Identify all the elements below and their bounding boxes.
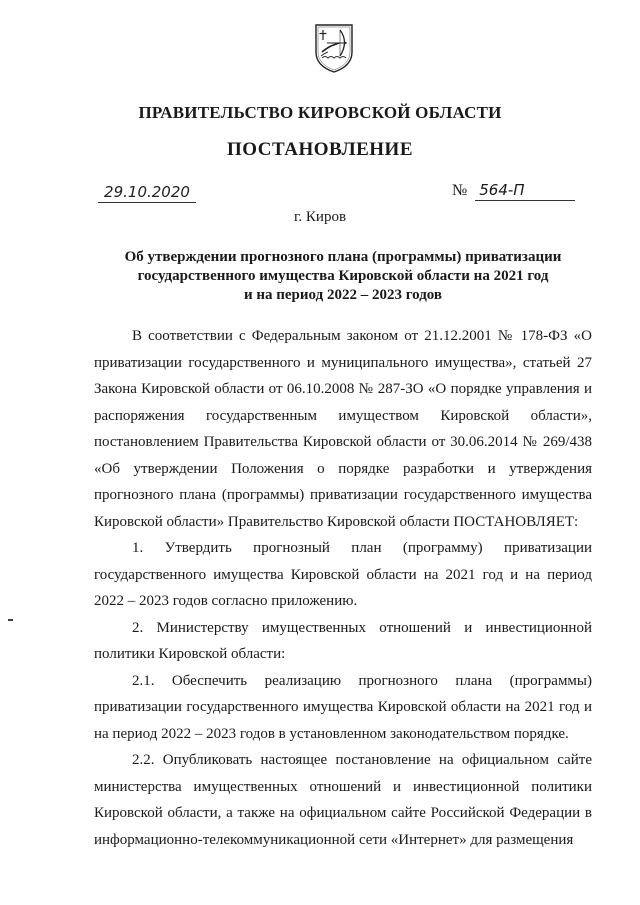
document-number: 564-П (475, 181, 575, 201)
document-body (94, 323, 592, 853)
government-title: ПРАВИТЕЛЬСТВО КИРОВСКОЙ ОБЛАСТИ (138, 103, 502, 122)
subject-line-3: и на период 2022 – 2023 годов (243, 287, 443, 303)
document-number-block (452, 181, 575, 201)
number-sign: № (452, 182, 468, 199)
paragraph-preamble: В соответствии с Федеральным законом от 21.12.2001 № 178-ФЗ «О приватизации государственного и муниципального имущества», статьей 27 Закона Кировской области от 06.10.2008 № 287-ЗО «О порядке управления и распоряжения государственным имуществом Кировской области», постановлением Правительства Кировской области от 30.06.2014 № 269/438 «Об утверждении Положения о порядке разработки и утверждения прогнозного плана (программы) приватизации государственного имущества Кировской области» Правительство Кировской области ПОСТАНОВЛЯЕТ: (94, 328, 592, 530)
coat-of-arms-icon (313, 22, 355, 74)
subject-line-2: государственного имущества Кировской области на 2021 год (137, 268, 549, 284)
paragraph-1: 1. Утвердить прогнозный план (программу) приватизации государственного имущества Кировской области на 2021 год и на период 2022 – 2023 годов согласно приложению. (94, 540, 592, 609)
document-type: ПОСТАНОВЛЕНИЕ (226, 139, 414, 160)
margin-mark (8, 619, 13, 621)
document-subject (100, 248, 586, 305)
city: г. Киров (293, 209, 347, 225)
paragraph-2-2: 2.2. Опубликовать настоящее постановление на официальном сайте министерства имущественных отношений и инвестиционной политики Кировской области, а также на официальном сайте Российской Федерации в информационно-телекоммуникационной сети «Интернет» для размещения (94, 752, 592, 848)
document-date: 29.10.2020 (98, 183, 196, 203)
subject-line-1: Об утверждении прогнозного плана (программы) приватизации (124, 249, 562, 265)
paragraph-2: 2. Министерству имущественных отношений и инвестиционной политики Кировской области: (94, 619, 592, 662)
paragraph-2-1: 2.1. Обеспечить реализацию прогнозного плана (программы) приватизации государственного имущества Кировской области на 2021 год и на период 2022 – 2023 годов в установленном законодательством порядке. (94, 672, 592, 742)
